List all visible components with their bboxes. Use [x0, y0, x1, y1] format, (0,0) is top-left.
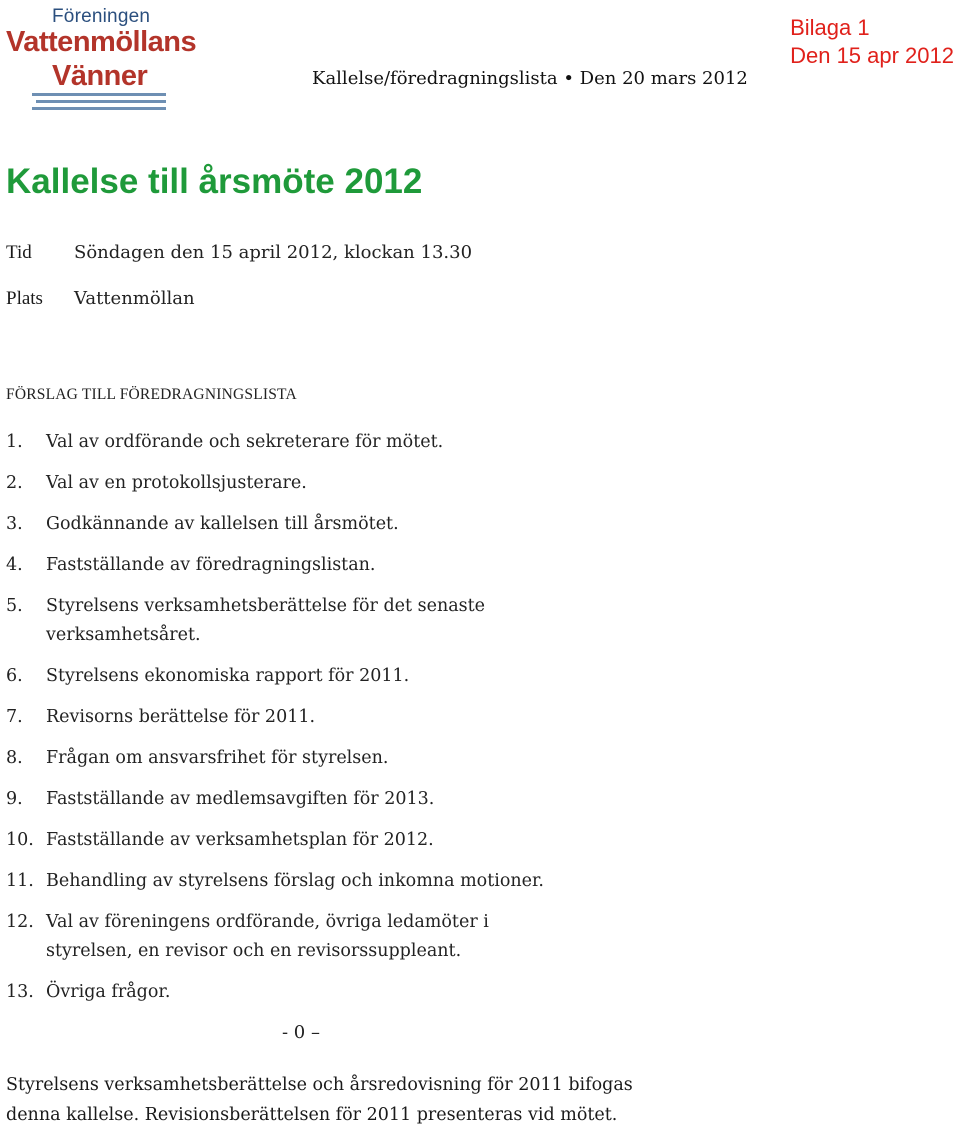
agenda-item [6, 662, 646, 691]
agenda-item-text: Behandling av styrelsens förslag och inkomna motioner. [46, 871, 544, 891]
agenda-item [6, 867, 646, 896]
time-label: Tid [6, 242, 32, 263]
agenda-item [6, 469, 646, 498]
meeting-place-row [6, 288, 472, 334]
page-title: Kallelse till årsmöte 2012 [6, 162, 423, 201]
attachment-date: Den 15 apr 2012 [790, 43, 954, 68]
agenda-item-number: 1. [6, 432, 23, 452]
place-label: Plats [6, 288, 43, 309]
organization-logo [6, 4, 196, 116]
agenda-item-number: 5. [6, 596, 23, 616]
attachment-number: Bilaga 1 [790, 15, 870, 40]
agenda-item-number: 6. [6, 666, 23, 686]
agenda-item-number: 7. [6, 707, 23, 727]
agenda-item-number: 10. [6, 830, 34, 850]
agenda-item-text: Fastställande av föredragningslistan. [46, 555, 376, 575]
agenda-item-text: Godkännande av kallelsen till årsmötet. [46, 514, 399, 534]
agenda-item-text: Styrelsens ekonomiska rapport för 2011. [46, 666, 410, 686]
agenda-item [6, 978, 646, 1007]
place-value: Vattenmöllan [74, 288, 195, 309]
document-subtitle: Kallelse/föredragningslista • Den 20 mars 2012 [312, 68, 748, 89]
agenda-item-text: Val av en protokollsjusterare. [46, 473, 307, 493]
time-value: Söndagen den 15 april 2012, klockan 13.30 [74, 242, 473, 263]
logo-line-vattenmollans: Vattenmöllans [6, 26, 197, 58]
agenda-heading: FÖRSLAG TILL FÖREDRAGNINGSLISTA [6, 386, 297, 403]
section-separator: - 0 – [282, 1022, 320, 1043]
agenda-item [6, 908, 646, 966]
agenda-item-text: Val av ordförande och sekreterare för mötet. [46, 432, 444, 452]
agenda-item [6, 592, 646, 650]
agenda-item [6, 428, 646, 457]
agenda-item-number: 12. [6, 912, 34, 932]
agenda-item [6, 785, 646, 814]
agenda-item-number: 3. [6, 514, 23, 534]
attachment-label [790, 14, 954, 70]
agenda-item-number: 11. [6, 871, 34, 891]
logo-line-foreningen: Föreningen [52, 6, 151, 27]
agenda-item-text: Styrelsens verksamhetsberättelse för det senaste verksamhetsåret. [46, 596, 486, 645]
agenda-item-text: Övriga frågor. [46, 982, 171, 1002]
logo-line-vanner: Vänner [52, 60, 148, 92]
agenda-item-text: Frågan om ansvarsfrihet för styrelsen. [46, 748, 389, 768]
agenda-item-number: 4. [6, 555, 23, 575]
agenda-item-number: 2. [6, 473, 23, 493]
agenda-item-text: Revisorns berättelse för 2011. [46, 707, 316, 727]
agenda-item-number: 8. [6, 748, 23, 768]
agenda-item-text: Val av föreningens ordförande, övriga ledamöter i styrelsen, en revisor och en revisorssuppleant. [46, 912, 489, 961]
agenda-list [6, 428, 646, 1019]
agenda-item [6, 826, 646, 855]
agenda-item-number: 13. [6, 982, 34, 1002]
meeting-time-row [6, 242, 472, 288]
water-waves-icon [32, 92, 172, 114]
agenda-item-text: Fastställande av medlemsavgiften för 2013. [46, 789, 435, 809]
meeting-info [6, 242, 472, 334]
agenda-item-text: Fastställande av verksamhetsplan för 2012. [46, 830, 434, 850]
agenda-item-number: 9. [6, 789, 23, 809]
agenda-item [6, 744, 646, 773]
agenda-item [6, 703, 646, 732]
agenda-item [6, 510, 646, 539]
footer-note: Styrelsens verksamhetsberättelse och årsredovisning för 2011 bifogas denna kallelse. Revisionsberättelsen för 2011 presenteras vid mötet. [6, 1075, 633, 1125]
agenda-item [6, 551, 646, 580]
